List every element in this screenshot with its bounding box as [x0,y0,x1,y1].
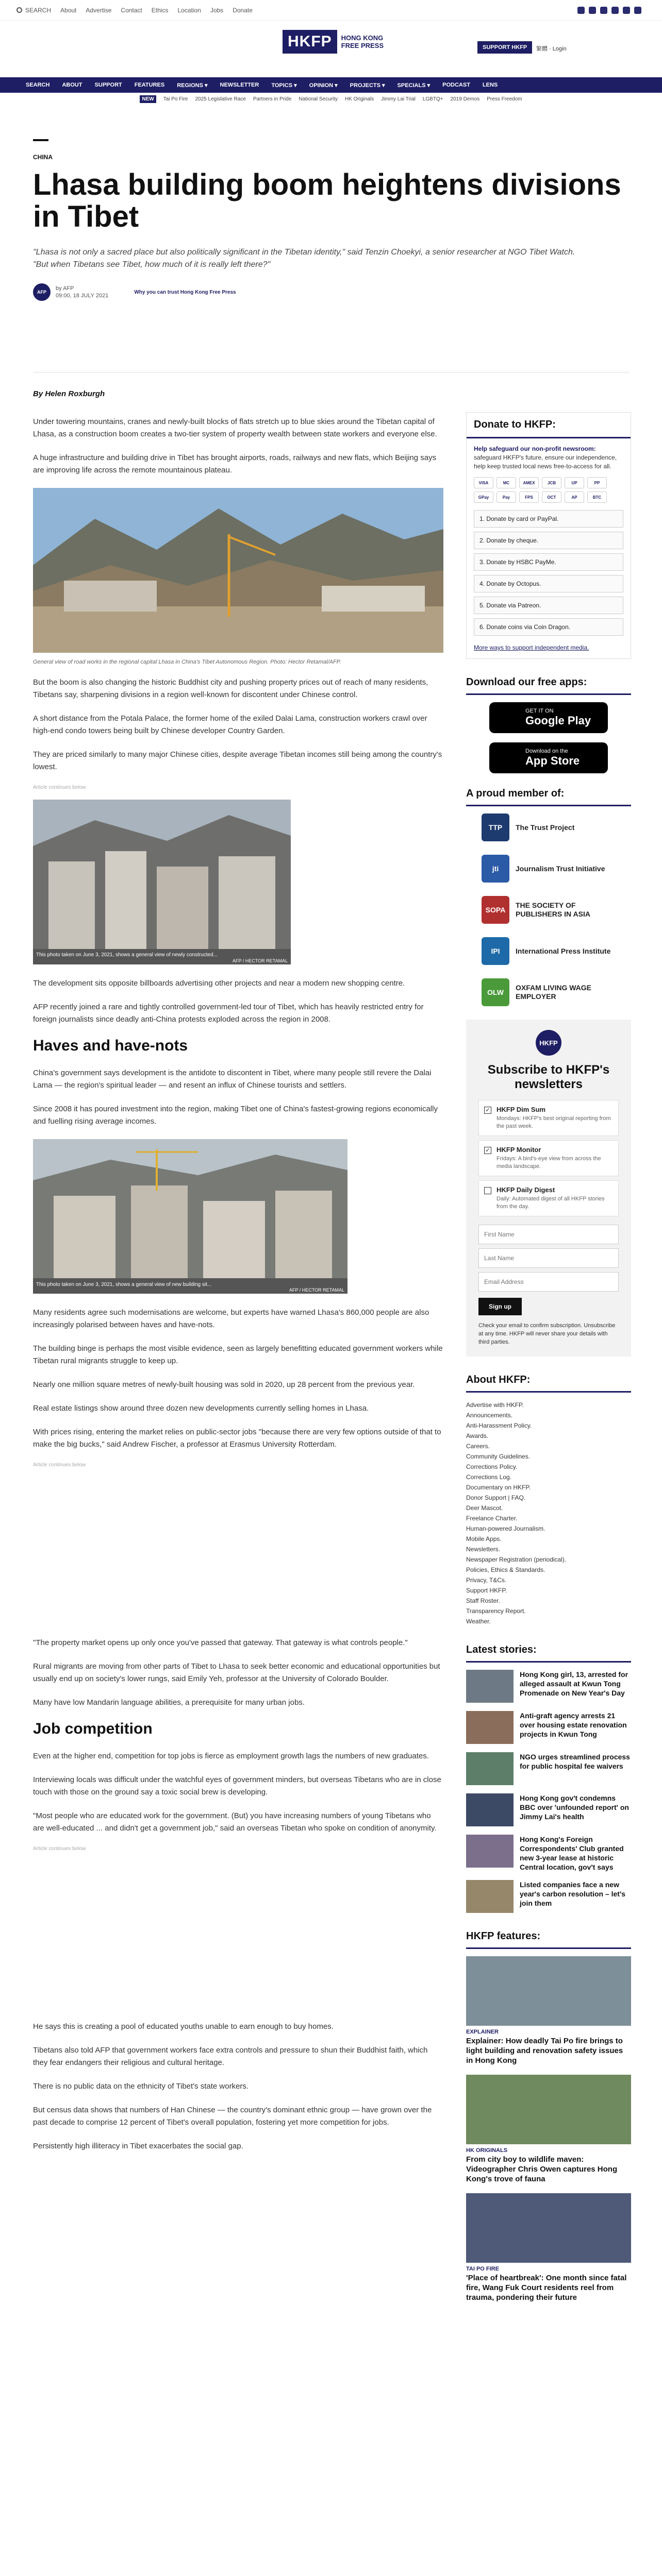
story-thumbnail [466,1670,514,1703]
paragraph: Even at the higher end, competition for top jobs is fierce as employment growth lags the numbers of new graduates. [33,1752,429,1760]
new-badge: NEW [140,95,156,103]
about-link[interactable]: Community Guidelines. [466,1453,531,1460]
newsletter-box [466,1020,631,1357]
donate-option[interactable]: 4. Donate by Octopus. [474,575,623,592]
paragraph: "Most people who are educated work for the government. (But) you have increasing numbers of young Tibetans who are well-educated ... and didn't get a government job," said an overseas Tibetan who spoke on condition of anonymity. [33,1811,437,1833]
ipi-logo: IPI [482,937,509,965]
email-input[interactable] [478,1272,619,1292]
paragraph: Interviewing locals was difficult under the watchful eyes of government minders, but overseas Tibetans who are in close touch with those on the ground say a toxic social brew is developing. [33,1775,441,1797]
payment-icon: PP [587,477,607,488]
paragraph: There is no public data on the ethnicity of Tibet's state workers. [33,2082,249,2091]
latest-item[interactable]: Anti-graft agency arrests 21 over housing estate renovation projects in Kwun Tong [466,1711,631,1744]
construction-cranes-photo [33,1139,347,1294]
trending-link[interactable]: Press Freedom [487,96,522,102]
trending-link[interactable]: 2025 Legislative Race [195,96,246,102]
search-link[interactable]: SEARCH [16,7,51,14]
paragraph: Since 2008 it has poured investment into the region, making Tibet one of China's fastest-growing regions economically and fuelling rising average incomes. [33,1105,438,1126]
member-item[interactable]: OLW OXFAM LIVING WAGE EMPLOYER [482,978,616,1006]
about-link[interactable]: Newsletters. [466,1546,501,1553]
feature-item[interactable]: HK ORIGINALS From city boy to wildlife maven: Videographer Chris Owen captures Hong Kong's trove of fauna [466,2075,631,2184]
about-link[interactable]: Staff Roster. [466,1597,500,1604]
photo-caption: This photo taken on June 3, 2021, shows a general view of newly constructed... [36,952,218,958]
newsletter-fine-print: Check your email to confirm subscription. Unsubscribe at any time. HKFP will never share your details with third parties. [478,1323,616,1345]
latest-item[interactable]: Hong Kong gov't condemns BBC over 'unfounded report' on Jimmy Lai's health [466,1793,631,1826]
paragraph: Real estate listings show around three dozen new developments currently selling homes in Lhasa. [33,1404,369,1413]
nav-item[interactable]: SEARCH [26,82,50,88]
paragraph: With prices rising, entering the market relies on public-sector jobs "because there are very few options outside of that to make the big bucks," said Andrew Fischer, a professor at Erasmus University Rotterdam. [33,1428,441,1449]
jti-logo: jti [482,855,509,883]
about-link[interactable]: Human-powered Journalism. [466,1525,545,1532]
util-link[interactable]: Contact [121,6,142,14]
trending-link[interactable]: HK Originals [344,96,374,102]
language-switch[interactable]: 繁體 · Login [536,46,567,52]
ad-label: Article continues below [33,1846,86,1852]
payment-icon: MC [496,477,516,488]
about-link[interactable]: Documentary on HKFP. [466,1484,531,1491]
support-button[interactable]: SUPPORT HKFP [477,41,532,54]
util-link[interactable]: Donate [233,6,253,14]
youtube-icon[interactable] [611,7,619,14]
paragraph: But census data shows that numbers of Han Chinese — the country's dominant ethnic group — have grown over the past decade to comprise 12 percent of Tibet's overall population, fostering yet more competition for jobs. [33,2106,432,2127]
about-link[interactable]: Announcements. [466,1412,513,1419]
photo-credit: AFP / HECTOR RETAMAL [289,1287,344,1293]
first-name-input[interactable] [478,1225,619,1244]
trending-bar [0,94,662,104]
payment-icon: JCB [542,477,561,488]
nav-item[interactable]: OPINION ▾ [309,82,338,89]
trending-link[interactable]: Jimmy Lai Trial [381,96,416,102]
about-link[interactable]: Newspaper Registration (periodical). [466,1556,567,1563]
nav-item[interactable]: LENS [482,82,498,88]
about-link[interactable]: Donor Support | FAQ. [466,1494,526,1501]
sign-up-button[interactable]: Sign up [478,1298,522,1315]
masthead [0,21,662,77]
photo-caption: This photo taken on June 3, 2021, shows a general view of new building sit... [36,1282,212,1287]
ad-label: Article continues below [33,785,86,790]
feature-item[interactable]: EXPLAINER Explainer: How deadly Tai Po fire brings to light building and renovation safety issues in Hong Kong [466,1956,631,2065]
util-link[interactable]: Jobs [210,6,224,14]
nav-item[interactable]: REGIONS ▾ [177,82,208,89]
donate-option[interactable]: 1. Donate by card or PayPal. [474,510,623,528]
about-link[interactable]: Weather. [466,1618,491,1625]
about-link[interactable]: Corrections Log. [466,1473,512,1481]
last-name-input[interactable] [478,1248,619,1268]
feature-image [466,1956,631,2026]
section-heading: Haves and have-nots [33,1037,188,1054]
checkbox[interactable]: ✓ [484,1147,491,1154]
paragraph: China's government says development is the antidote to discontent in Tibet, where many people still revere the Dalai Lama — the region's spiritual leader — and resent an influx of Chinese tourists and settlers. [33,1069,432,1090]
donate-title: Donate to HKFP: [467,413,631,438]
apps-box [466,672,631,773]
about-link[interactable]: Deer Mascot. [466,1504,503,1512]
donate-option[interactable]: 2. Donate by cheque. [474,532,623,549]
story-thumbnail [466,1835,514,1868]
nav-item[interactable]: PROJECTS ▾ [350,82,385,89]
trending-link[interactable]: National Security [299,96,338,102]
paragraph: Nearly one million square metres of newly-built housing was sold in 2020, up 28 percent from the previous year. [33,1380,415,1389]
search-icon [16,7,22,13]
checkbox[interactable] [484,1187,491,1194]
paragraph: Persistently high illiteracy in Tibet exacerbates the social gap. [33,2142,243,2150]
ad-slot [33,1477,443,1637]
paragraph: "The property market opens up only once you've passed that gateway. That gateway is what controls people." [33,1638,408,1647]
app-store-button[interactable]: Download on the App Store [489,742,608,773]
paragraph: Rural migrants are moving from other parts of Tibet to Lhasa to seek better economic and educational opportunities but usually end up on society's lower rungs, said Emily Yeh, professor at the University of Colorado Boulder. [33,1662,440,1683]
payment-icon: BTC [587,492,607,503]
sopa-logo: SOPA [482,896,509,924]
linkedin-icon[interactable] [623,7,630,14]
member-item[interactable]: SOPA THE SOCIETY OF PUBLISHERS IN ASIA [482,896,616,924]
paragraph: Many have low Mandarin language abilities, a prerequisite for many urban jobs. [33,1698,305,1707]
sidebar [466,412,631,2312]
latest-item[interactable]: Listed companies face a new year's carbon resolution – let's join them [466,1880,631,1913]
about-link[interactable]: Privacy, T&Cs. [466,1577,507,1584]
story-thumbnail [466,1793,514,1826]
divider [33,139,48,141]
author-credit: By Helen Roxburgh [33,389,105,398]
newsletter-title: Subscribe to HKFP's newsletters [487,1063,610,1091]
nav-item[interactable]: SPECIALS ▾ [397,82,431,89]
payment-methods [467,477,631,510]
byline [33,283,631,301]
payment-icon: AMEX [519,477,539,488]
nav-item[interactable]: TOPICS ▾ [271,82,297,89]
donate-option[interactable]: 6. Donate coins via Coin Dragon. [474,618,623,636]
apps-title: Download our free apps: [466,672,631,695]
instagram-icon[interactable] [600,7,607,14]
about-link[interactable]: Freelance Charter. [466,1515,518,1522]
story-thumbnail [466,1880,514,1913]
figure [33,1139,347,1296]
publish-date: 09:00, 18 JULY 2021 [56,293,109,299]
nav-item[interactable]: NEWSLETTER [220,82,259,88]
checkbox[interactable]: ✓ [484,1107,491,1114]
nav-item[interactable]: FEATURES [134,82,165,88]
about-link[interactable]: Advertise with HKFP. [466,1401,524,1409]
trust-project-logo: TTP [482,814,509,841]
paragraph: But the boom is also changing the historic Buddhist city and pushing property prices out of reach of many residents, Tibetans say, sharpening divisions in a region well-known for discontent under Chinese control. [33,678,428,699]
member-item[interactable]: IPI International Press Institute [482,937,616,965]
paragraph: Tibetans also told AFP that government workers face extra controls and pressure to shun their Buddhist faith, which they fear endangers their religious and cultural heritage. [33,2046,428,2067]
about-link[interactable]: Careers. [466,1443,490,1450]
latest-item[interactable]: Hong Kong girl, 13, arrested for alleged assault at Kwun Tong Promenade on New Year's Day [466,1670,631,1703]
story-thumbnail [466,1752,514,1785]
trending-link[interactable]: Tai Po Fire [163,96,188,102]
payment-icon: AP [565,492,584,503]
about-box [466,1370,631,1626]
login-link[interactable]: Login [552,46,567,52]
about-link[interactable]: Corrections Policy. [466,1463,518,1470]
article-lede: "Lhasa is not only a sacred place but also politically significant in the Tibetan identity," said Tenzin Choekyi, a senior researcher at NGO Tibet Watch. "But when Tibetans see Tibet, how much of it is really left there?" [33,248,575,269]
photo-caption: General view of road works in the regional capital Lhasa in China's Tibet Autonomous Region. Photo: Hector Retamal/AFP. [33,659,341,665]
trending-link[interactable]: LGBTQ+ [422,96,443,102]
figure [33,800,291,967]
payment-icon: VISA [474,477,493,488]
latest-item[interactable]: Hong Kong's Foreign Correspondents' Club granted new 3-year lease at historic Central location, gov't says [466,1835,631,1872]
paragraph: Under towering mountains, cranes and newly-built blocks of flats stretch up to blue skies around the Tibetan capital of Lhasa, as a construction boom creates a two-tier system of property wealth between state workers and everyone else. [33,417,437,438]
article-header [33,139,631,301]
lhasa-roadworks-photo [33,488,443,653]
feature-item[interactable]: TAI PO FIRE 'Place of heartbreak': One month since fatal fire, Wang Fuk Court residents reel from trauma, pondering their future [466,2193,631,2302]
avatar: AFP [33,283,51,301]
about-link[interactable]: Awards. [466,1432,489,1439]
about-links [466,1400,631,1626]
features-title: HKFP features: [466,1926,631,1949]
trending-link[interactable]: 2019 Demos [450,96,480,102]
about-link[interactable]: Transparency Report. [466,1607,526,1615]
ad-label: Article continues below [33,1462,86,1468]
latest-box [466,1640,631,1913]
payment-icon: FPS [519,492,539,503]
oxfam-logo: OLW [482,978,509,1006]
latest-title: Latest stories: [466,1640,631,1663]
twitter-icon[interactable] [577,7,585,14]
story-thumbnail [466,1711,514,1744]
payment-icon: UP [565,477,584,488]
about-link[interactable]: Mobile Apps. [466,1535,502,1543]
apartment-blocks-photo [33,800,291,964]
donate-intro-link[interactable]: Help safeguard our non-profit newsroom: [474,445,596,452]
util-link[interactable]: Ethics [151,6,169,14]
feature-image [466,2075,631,2144]
about-title: About HKFP: [466,1370,631,1393]
trust-link[interactable]: Why you can trust Hong Kong Free Press [134,289,236,295]
payment-icon: GPay [474,492,493,503]
payment-icon: Pay [496,492,516,503]
paragraph: AFP recently joined a rare and tightly controlled government-led tour of Tibet, which has heavily restricted entry for foreign journalists since deadly anti-China protests exploded across the region in 2008. [33,1003,424,1024]
telegram-icon[interactable] [634,7,641,14]
newsletter-option[interactable]: ✓ HKFP Dim Sum Mondays: HKFP's best original reporting from the past week. [478,1100,619,1136]
author-link[interactable]: by AFP [56,285,74,292]
figure [33,488,443,666]
utility-bar [0,0,662,21]
paragraph: A short distance from the Potala Palace, the former home of the exiled Dalai Lama, construction workers crawl over high-end condo towers being built by Chinese developer Country Garden. [33,714,427,735]
paragraph: He says this is creating a pool of educated youths unable to earn enough to buy homes. [33,2022,334,2031]
about-link[interactable]: Policies, Ethics & Standards. [466,1566,545,1573]
nav-item[interactable]: PODCAST [442,82,470,88]
ad-slot [33,1861,443,2021]
features-box [466,1926,631,2302]
about-link[interactable]: Anti-Harassment Policy. [466,1422,532,1429]
hkfp-logo[interactable]: HKFP HONG KONG FREE PRESS [283,30,384,54]
member-item[interactable]: TTP The Trust Project [482,814,616,841]
donate-box: Donate to HKFP: Help safeguard our non-profit newsroom: safeguard HKFP's future, ensure our independence, help keep trusted local news free-to-access for all. VISA MC AMEX JCB UP PP GPay Pay FPS OCT AP BTC 1. Donate by card or PayPal. 2. Donate by cheque. 3. Donate by HSBC PayMe. 4. Donate by Octopus. 5. Donate via Patreon. 6. Donate coins via Coin Dragon. More ways to support independent media. [466,412,631,659]
util-link[interactable]: Advertise [86,6,112,14]
article-title: Lhasa building boom heightens divisions in Tibet [33,168,621,233]
member-item[interactable]: jti Journalism Trust Initiative [482,855,616,883]
newsletter-option[interactable]: ✓ HKFP Monitor Fridays: A bird's-eye view from across the media landscape. [478,1140,619,1176]
hkfp-badge: HKFP [536,1030,561,1056]
latest-item[interactable]: NGO urges streamlined process for public hospital fee waivers [466,1752,631,1785]
newsletter-option[interactable]: HKFP Daily Digest Daily: Automated digest of all HKFP stories from the day. [478,1180,619,1216]
member-box [466,784,631,1006]
nav-item[interactable]: SUPPORT [94,82,122,88]
article-body [33,381,443,2164]
util-link[interactable]: Location [177,6,201,14]
about-link[interactable]: Support HKFP. [466,1587,507,1594]
photo-credit: AFP / HECTOR RETAMAL [232,958,288,963]
paragraph: They are priced similarly to many major Chinese cities, despite average Tibetan incomes still being among the country's lowest. [33,750,442,771]
paragraph: The development sits opposite billboards advertising other projects and near a modern new shopping centre. [33,979,405,988]
facebook-icon[interactable] [589,7,596,14]
trending-link[interactable]: Partners in Pride [253,96,292,102]
paragraph: Many residents agree such modernisations are welcome, but experts have warned Lhasa's 860,000 people are also increasingly polarised between haves and have-nots. [33,1308,429,1329]
more-support-link[interactable]: More ways to support independent media. [474,644,589,651]
category-label[interactable]: CHINA [33,154,53,161]
google-play-button[interactable]: GET IT ON Google Play [489,702,608,733]
util-link[interactable]: About [60,6,77,14]
social-links [577,7,641,14]
paragraph: A huge infrastructure and building drive in Tibet has brought airports, roads, railways and new flats, which Beijing says are improving life across the remote mountainous plateau. [33,453,437,474]
section-heading: Job competition [33,1720,153,1737]
main-nav [0,77,662,93]
payment-icon: OCT [542,492,561,503]
donate-option[interactable]: 5. Donate via Patreon. [474,597,623,614]
feature-image [466,2193,631,2263]
nav-item[interactable]: ABOUT [62,82,82,88]
paragraph: The building binge is perhaps the most visible evidence, seen as largely benefitting educated government workers while Tibetan rural migrants struggle to keep up. [33,1344,443,1365]
donate-option[interactable]: 3. Donate by HSBC PayMe. [474,553,623,571]
member-title: A proud member of: [466,784,631,806]
